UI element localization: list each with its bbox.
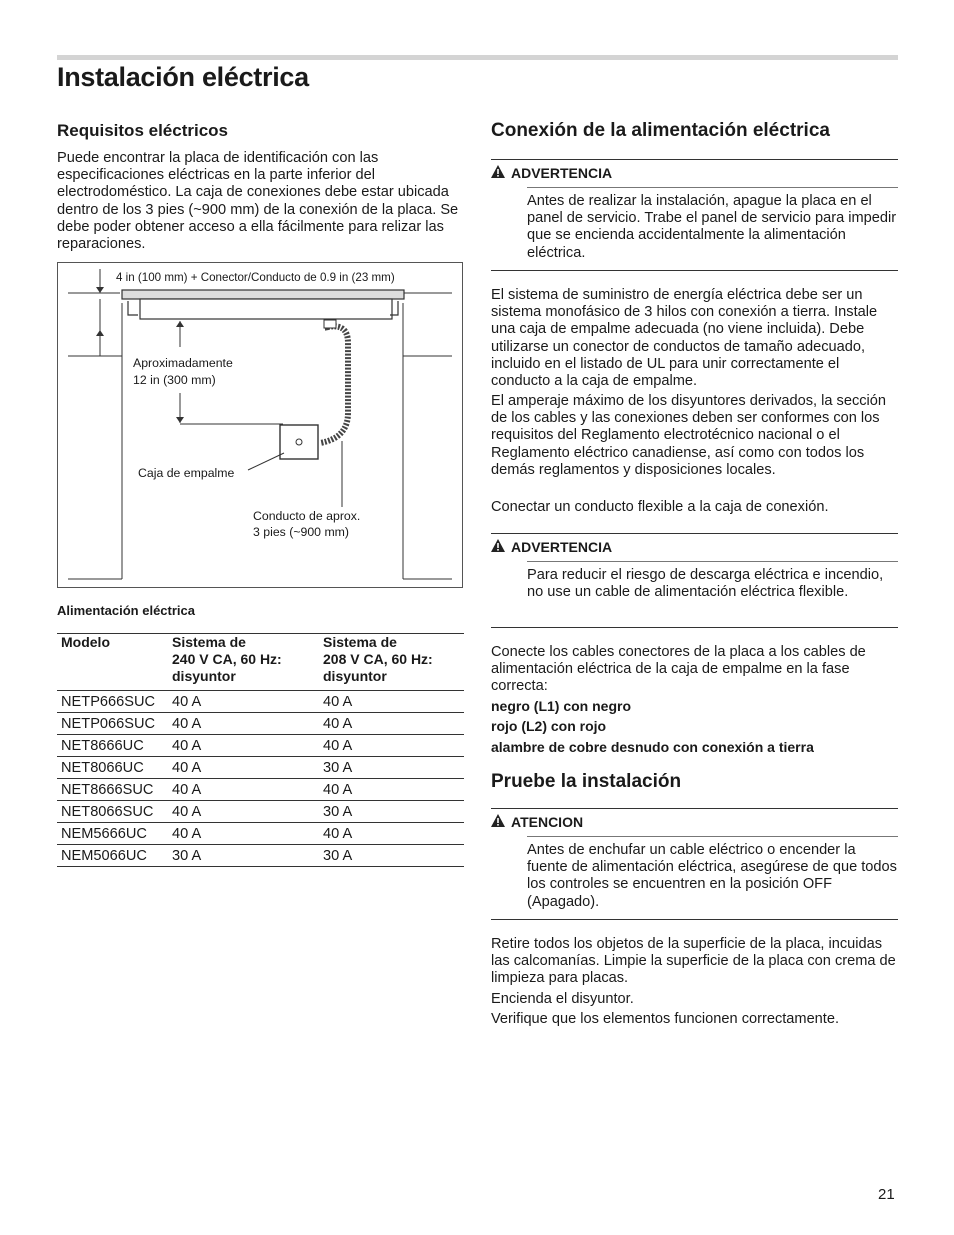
table-row: NET8666UC 40 A 40 A bbox=[57, 735, 464, 757]
warning-1-label: ADVERTENCIA bbox=[511, 165, 613, 181]
warning-box-1 bbox=[491, 159, 898, 271]
wire-instruction-3: alambre de cobre desnudo con conexión a tierra bbox=[491, 739, 814, 755]
table-row: NEM5066UC 30 A 30 A bbox=[57, 845, 464, 867]
page-title: Instalación eléctrica bbox=[57, 62, 309, 92]
connection-paragraph-4: Conecte los cables conectores de la placa a los cables de alimentación eléctrica de la caja de empalme en la fase correcta: bbox=[491, 644, 866, 695]
test-paragraph-3: Verifique que los elementos funcionen correctamente. bbox=[491, 1011, 840, 1027]
conduit-label-line2: 3 pies (~900 mm) bbox=[253, 525, 350, 539]
table-caption: Alimentación eléctrica bbox=[57, 603, 195, 618]
warning-2-header bbox=[491, 539, 612, 555]
test-paragraph-1: Retire todos los objetos de la superficie de la placa, incuidas las calcomanías. Limpie la superficie de la placa con crema de limpieza para placas. bbox=[491, 936, 896, 987]
table-row: NET8066UC 40 A 30 A bbox=[57, 757, 464, 779]
top-divider bbox=[57, 55, 898, 60]
warning-triangle-icon bbox=[491, 165, 511, 181]
conduit-label-line1: Conducto de aprox. bbox=[253, 509, 361, 523]
conduit bbox=[320, 323, 348, 443]
wire-instruction-1: negro (L1) con negro bbox=[491, 698, 631, 714]
power-table bbox=[57, 633, 464, 867]
header-240v: Sistema de 240 V CA, 60 Hz: disyuntor bbox=[168, 634, 319, 691]
cooktop-body bbox=[140, 299, 392, 319]
installation-diagram bbox=[57, 262, 463, 588]
top-dimension-label: 4 in (100 mm) + Conector/Conducto de 0.9 in (23 mm) bbox=[116, 271, 395, 284]
table-row: NET8066SUC 40 A 30 A bbox=[57, 801, 464, 823]
section-heading-connection: Conexión de la alimentación eléctrica bbox=[491, 120, 830, 141]
cooktop-top bbox=[122, 290, 404, 299]
table-row: NEM5666UC 40 A 40 A bbox=[57, 823, 464, 845]
warning-triangle-icon bbox=[491, 814, 511, 830]
warning-2-text: Para reducir el riesgo de descarga eléctrica e incendio, no use un cable de alimentación eléctrica flexible. bbox=[527, 567, 884, 601]
test-paragraph-2: Encienda el disyuntor. bbox=[491, 991, 634, 1007]
junction-box-label: Caja de empalme bbox=[138, 466, 235, 480]
warning-box-2 bbox=[491, 533, 898, 628]
table-header-row bbox=[57, 634, 464, 691]
warning-2-label: ADVERTENCIA bbox=[511, 539, 613, 555]
warning-1-text: Antes de realizar la instalación, apague la placa en el panel de servicio. Trabe el panel de servicio para impedir que se encienda accidentalmente la alimentación eléctrica. bbox=[527, 193, 897, 261]
requirements-paragraph: Puede encontrar la placa de identificación con las especificaciones eléctricas en la parte inferior del electrodoméstico. La caja de conexiones debe estar ubicada dentro de los 3 pies (~900 mm) de la conexión de la placa. Se debe poder obtener acceso a ella fácilmente para relizar las reparaciones. bbox=[57, 150, 459, 253]
section-heading-test: Pruebe la instalación bbox=[491, 771, 682, 792]
connection-paragraph-2: El amperaje máximo de los disyuntores derivados, la sección de los cables y las conexiones deben ser conformes con los requisitos del Reglamento electrotécnico nacional o el Reglamento eléctrico canadiense, así como con todos los demás reglamentos y disposiciones locales. bbox=[491, 393, 887, 478]
table-row: NETP066SUC 40 A 40 A bbox=[57, 713, 464, 735]
page-number: 21 bbox=[878, 1186, 895, 1203]
table-row: NETP666SUC 40 A 40 A bbox=[57, 691, 464, 713]
approx-label-line2: 12 in (300 mm) bbox=[133, 373, 216, 387]
section-heading-requirements: Requisitos eléctricos bbox=[57, 121, 229, 140]
approx-label-line1: Aproximadamente bbox=[133, 356, 233, 370]
warning-1-header bbox=[491, 165, 612, 181]
warning-triangle-icon bbox=[491, 539, 511, 555]
caution-label: ATENCION bbox=[511, 814, 584, 830]
caution-box bbox=[491, 808, 898, 920]
wire-instruction-2: rojo (L2) con rojo bbox=[491, 718, 607, 734]
caution-text: Antes de enchufar un cable eléctrico o encender la fuente de alimentación eléctrica, asegúrese de que todos los controles se encuentren en la posición OFF (Apagado). bbox=[527, 842, 897, 910]
junction-box bbox=[280, 425, 318, 459]
table-row: NET8666SUC 40 A 40 A bbox=[57, 779, 464, 801]
connection-paragraph-3: Conectar un conducto flexible a la caja de conexión. bbox=[491, 499, 829, 515]
header-model: Modelo bbox=[57, 634, 168, 691]
connection-paragraph-1: El sistema de suministro de energía eléctrica debe ser un sistema monofásico de 3 hilos con conexión a tierra. Instale una caja de empalme adecuada (no viene incluida). Debe utilizarse un conector de conductos de tamaño adecuado, incluido en el listado de UL para unir correctamente el conducto a la caja de empalme. bbox=[491, 287, 878, 390]
header-208v: Sistema de 208 V CA, 60 Hz: disyuntor bbox=[319, 634, 464, 691]
caution-header bbox=[491, 814, 583, 830]
